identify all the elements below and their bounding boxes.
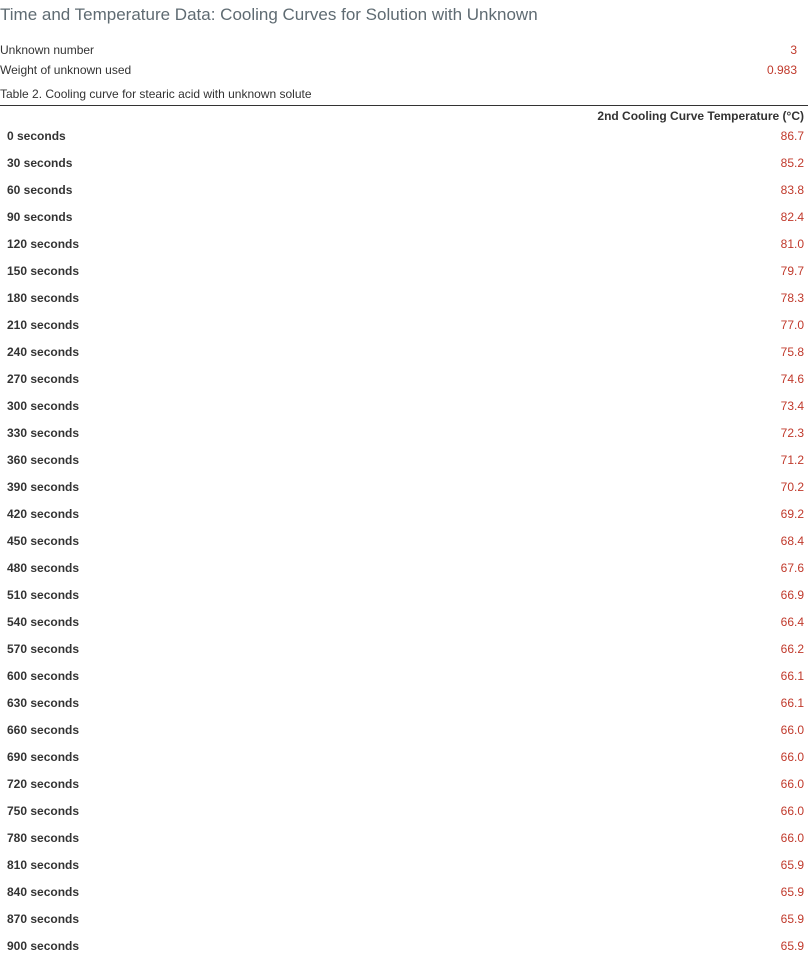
table-body — [0, 124, 808, 961]
info-value: 3 — [790, 43, 797, 57]
time-cell: 660 seconds — [7, 723, 80, 737]
time-cell: 420 seconds — [7, 507, 80, 521]
time-cell: 540 seconds — [7, 615, 80, 629]
time-cell: 240 seconds — [7, 345, 80, 359]
time-cell: 720 seconds — [7, 777, 80, 791]
temperature-cell: 81.0 — [780, 237, 804, 251]
time-cell: 600 seconds — [7, 669, 80, 683]
table-row — [0, 394, 808, 421]
table-row — [0, 880, 808, 907]
temperature-cell: 66.9 — [780, 588, 804, 602]
table-row — [0, 205, 808, 232]
table-row — [0, 664, 808, 691]
time-cell: 360 seconds — [7, 453, 80, 467]
time-cell: 300 seconds — [7, 399, 80, 413]
table-row — [0, 853, 808, 880]
temperature-cell: 65.9 — [780, 912, 804, 926]
table-header-row — [0, 106, 808, 124]
temperature-cell: 66.0 — [780, 804, 804, 818]
info-label: Weight of unknown used — [0, 63, 132, 77]
time-cell: 570 seconds — [7, 642, 80, 656]
temperature-cell: 85.2 — [780, 156, 804, 170]
table-row — [0, 745, 808, 772]
table-row — [0, 529, 808, 556]
table-row — [0, 232, 808, 259]
info-label: Unknown number — [0, 43, 95, 57]
temperature-cell: 66.0 — [780, 777, 804, 791]
time-cell: 840 seconds — [7, 885, 80, 899]
table-row — [0, 178, 808, 205]
time-cell: 480 seconds — [7, 561, 80, 575]
temperature-cell: 66.0 — [780, 723, 804, 737]
temperature-cell: 77.0 — [780, 318, 804, 332]
table-row — [0, 448, 808, 475]
cooling-curve-table — [0, 105, 808, 961]
table-row — [0, 637, 808, 664]
time-cell: 0 seconds — [7, 129, 66, 143]
time-cell: 870 seconds — [7, 912, 80, 926]
time-cell: 30 seconds — [7, 156, 73, 170]
time-cell: 270 seconds — [7, 372, 80, 386]
temperature-cell: 66.2 — [780, 642, 804, 656]
temperature-cell: 71.2 — [780, 453, 804, 467]
temperature-cell: 79.7 — [780, 264, 804, 278]
table-row — [0, 556, 808, 583]
time-cell: 900 seconds — [7, 939, 80, 953]
info-value: 0.983 — [766, 63, 797, 77]
time-cell: 150 seconds — [7, 264, 80, 278]
temperature-cell: 75.8 — [780, 345, 804, 359]
time-cell: 330 seconds — [7, 426, 80, 440]
table-row — [0, 313, 808, 340]
table-row — [0, 772, 808, 799]
temperature-cell: 74.6 — [780, 372, 804, 386]
temperature-cell: 86.7 — [780, 129, 804, 143]
info-row-weight-of-unknown — [0, 63, 797, 83]
time-cell: 750 seconds — [7, 804, 80, 818]
table-row — [0, 610, 808, 637]
temperature-cell: 68.4 — [780, 534, 804, 548]
temperature-cell: 65.9 — [780, 858, 804, 872]
temperature-cell: 66.1 — [780, 669, 804, 683]
time-cell: 630 seconds — [7, 696, 80, 710]
time-cell: 690 seconds — [7, 750, 80, 764]
table-row — [0, 124, 808, 151]
table-row — [0, 907, 808, 934]
page-title: Time and Temperature Data: Cooling Curves for Solution with Unknown — [0, 5, 538, 24]
temperature-cell: 83.8 — [780, 183, 804, 197]
temperature-cell: 72.3 — [780, 426, 804, 440]
temperature-cell: 66.4 — [780, 615, 804, 629]
table-caption: Table 2. Cooling curve for stearic acid with unknown solute — [0, 87, 312, 101]
time-cell: 90 seconds — [7, 210, 73, 224]
info-row-unknown-number — [0, 43, 797, 63]
temperature-cell: 66.1 — [780, 696, 804, 710]
time-cell: 780 seconds — [7, 831, 80, 845]
time-cell: 180 seconds — [7, 291, 80, 305]
temperature-cell: 73.4 — [780, 399, 804, 413]
temperature-cell: 69.2 — [780, 507, 804, 521]
table-row — [0, 691, 808, 718]
temperature-cell: 78.3 — [780, 291, 804, 305]
table-row — [0, 259, 808, 286]
temperature-cell: 82.4 — [780, 210, 804, 224]
time-cell: 510 seconds — [7, 588, 80, 602]
temperature-cell: 70.2 — [780, 480, 804, 494]
column-header-temperature: 2nd Cooling Curve Temperature (°C) — [597, 109, 804, 123]
table-row — [0, 151, 808, 178]
table-row — [0, 583, 808, 610]
temperature-cell: 67.6 — [780, 561, 804, 575]
table-row — [0, 367, 808, 394]
time-cell: 390 seconds — [7, 480, 80, 494]
temperature-cell: 65.9 — [780, 939, 804, 953]
time-cell: 450 seconds — [7, 534, 80, 548]
time-cell: 210 seconds — [7, 318, 80, 332]
table-row — [0, 799, 808, 826]
table-row — [0, 502, 808, 529]
table-row — [0, 421, 808, 448]
table-row — [0, 718, 808, 745]
time-cell: 810 seconds — [7, 858, 80, 872]
table-row — [0, 475, 808, 502]
time-cell: 60 seconds — [7, 183, 73, 197]
table-row — [0, 340, 808, 367]
table-row — [0, 286, 808, 313]
temperature-cell: 65.9 — [780, 885, 804, 899]
table-row — [0, 934, 808, 961]
temperature-cell: 66.0 — [780, 750, 804, 764]
time-cell: 120 seconds — [7, 237, 80, 251]
temperature-cell: 66.0 — [780, 831, 804, 845]
table-row — [0, 826, 808, 853]
